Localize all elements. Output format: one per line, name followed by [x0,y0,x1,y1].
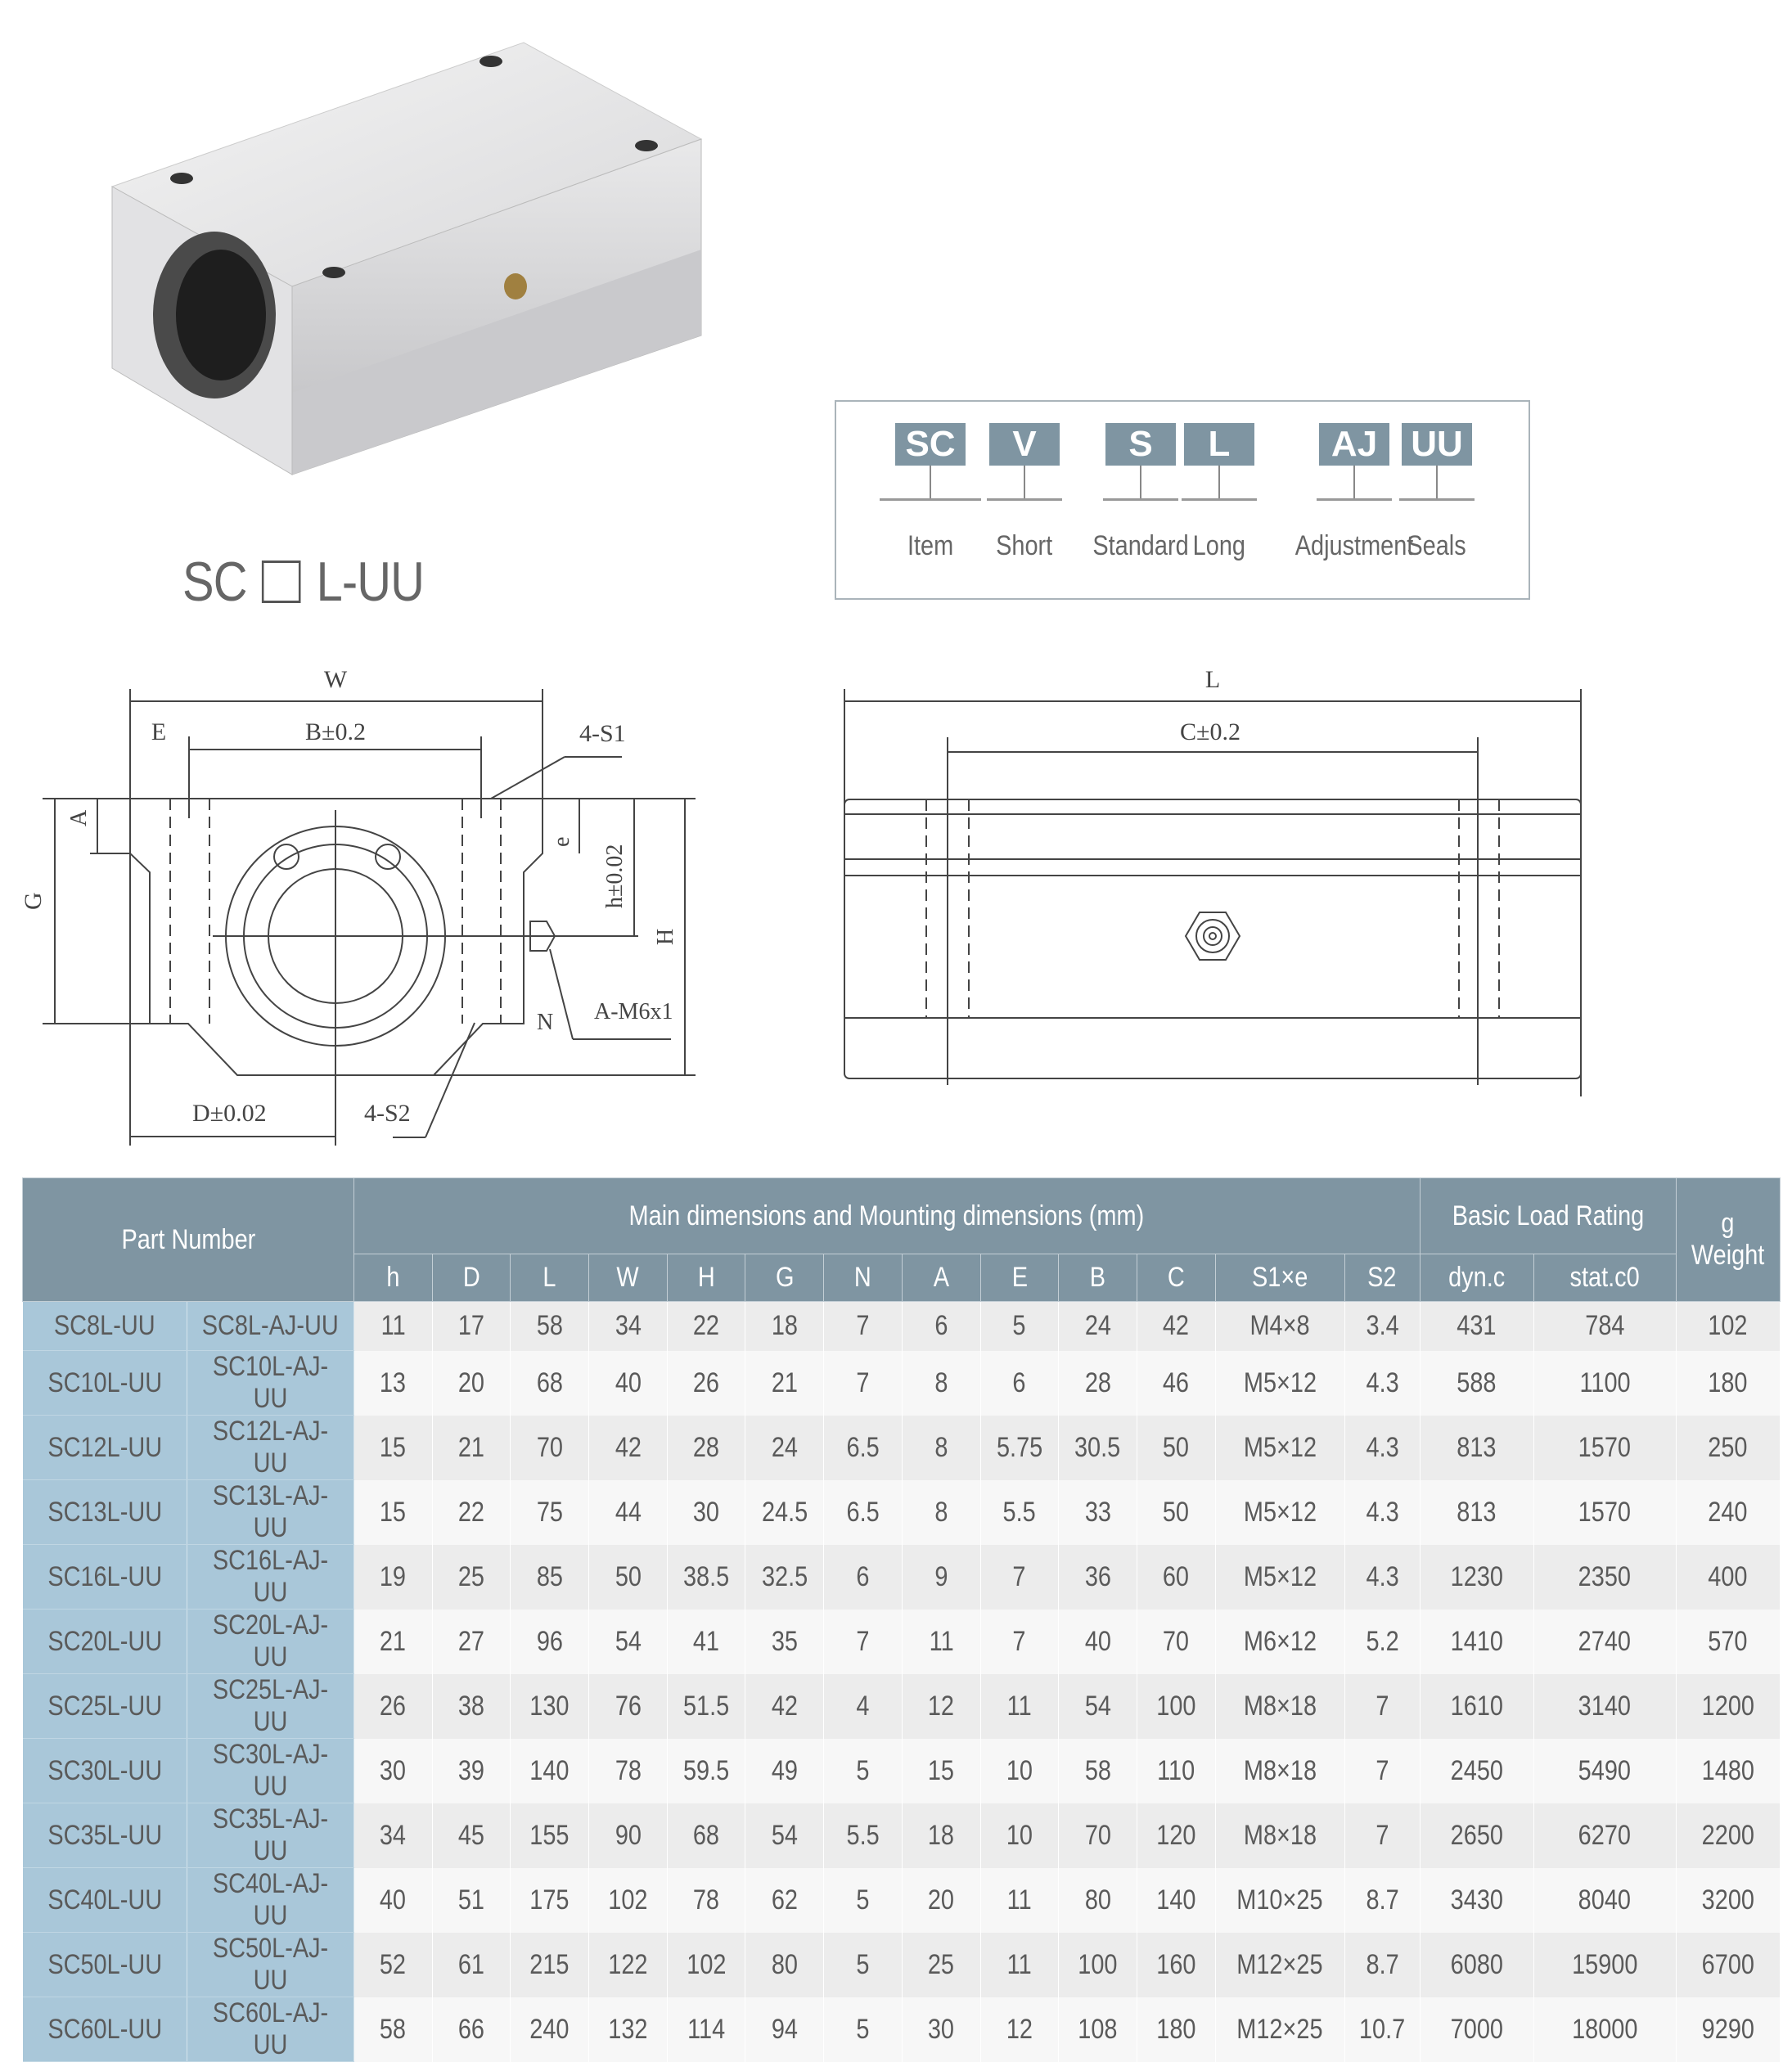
value-cell: 12 [980,1997,1059,2062]
part-number-cell: SC60L-UU [23,1997,187,2062]
value-cell: 70 [1059,1803,1137,1868]
part-number-cell: SC35L-AJ-UU [187,1803,354,1868]
value-cell: 100 [1137,1674,1215,1739]
value-cell: 54 [589,1610,668,1674]
code-label: Long [1192,530,1246,561]
label-A: A [66,809,92,826]
column-header: D [432,1254,511,1302]
code-badge: UU [1402,423,1472,466]
value-cell: 21 [745,1351,824,1416]
value-cell: 45 [432,1803,511,1868]
value-cell: 15 [354,1480,433,1545]
value-cell: 4.3 [1344,1480,1420,1545]
value-cell: 68 [667,1803,745,1868]
column-header: H [667,1254,745,1302]
value-cell: 6 [980,1351,1059,1416]
value-cell: 7 [824,1610,903,1674]
value-cell: 813 [1420,1480,1533,1545]
value-cell: 1200 [1676,1674,1780,1739]
code-legend [835,400,1530,600]
value-cell: 114 [667,1997,745,2062]
value-cell: 49 [745,1739,824,1803]
value-cell: 1410 [1420,1610,1533,1674]
value-cell: 6 [824,1545,903,1610]
value-cell: 24.5 [745,1480,824,1545]
value-cell: 5.5 [824,1803,903,1868]
code-item [1399,423,1475,562]
value-cell: 240 [511,1997,589,2062]
value-cell: 5.2 [1344,1610,1420,1674]
code-item [987,423,1062,562]
value-cell: 10 [980,1739,1059,1803]
value-cell: 6080 [1420,1933,1533,1997]
value-cell: 58 [354,1997,433,2062]
value-cell: 22 [432,1480,511,1545]
value-cell: 1480 [1676,1739,1780,1803]
code-label: Item [907,530,954,561]
technical-drawings [0,638,1792,1178]
column-header: C [1137,1254,1215,1302]
value-cell: 66 [432,1997,511,2062]
value-cell: 5490 [1533,1739,1676,1803]
value-cell: 42 [745,1674,824,1739]
label-h: h±0.02 [602,844,628,908]
value-cell: 15 [902,1739,980,1803]
value-cell: 4.3 [1344,1545,1420,1610]
value-cell: 3140 [1533,1674,1676,1739]
value-cell: M12×25 [1215,1997,1344,2062]
value-cell: 140 [511,1739,589,1803]
value-cell: 62 [745,1868,824,1933]
part-number-cell: SC20L-UU [23,1610,187,1674]
weight-header: g Weight [1676,1178,1780,1302]
value-cell: 5 [824,1933,903,1997]
value-cell: 102 [1676,1302,1780,1351]
value-cell: 26 [667,1351,745,1416]
part-number-cell: SC50L-UU [23,1933,187,1997]
value-cell: 30 [667,1480,745,1545]
part-number-cell: SC50L-AJ-UU [187,1933,354,1997]
code-item [1084,423,1197,562]
code-label: Standard [1092,530,1189,561]
value-cell: 400 [1676,1545,1780,1610]
value-cell: 70 [511,1416,589,1480]
value-cell: 7 [980,1545,1059,1610]
value-cell: M6×12 [1215,1610,1344,1674]
value-cell: 7 [824,1351,903,1416]
value-cell: 7 [1344,1674,1420,1739]
value-cell: 76 [589,1674,668,1739]
value-cell: 1100 [1533,1351,1676,1416]
value-cell: 39 [432,1739,511,1803]
value-cell: 13 [354,1351,433,1416]
value-cell: 2650 [1420,1803,1533,1868]
value-cell: 90 [589,1803,668,1868]
value-cell: 21 [354,1610,433,1674]
value-cell: 35 [745,1610,824,1674]
table-row [23,1416,1781,1480]
value-cell: 34 [354,1803,433,1868]
part-number-cell: SC35L-UU [23,1803,187,1868]
value-cell: 78 [589,1739,668,1803]
value-cell: 59.5 [667,1739,745,1803]
value-cell: 54 [1059,1674,1137,1739]
value-cell: 130 [511,1674,589,1739]
value-cell: 1570 [1533,1480,1676,1545]
value-cell: 250 [1676,1416,1780,1480]
column-header: W [589,1254,668,1302]
value-cell: 8 [902,1351,980,1416]
value-cell: 25 [902,1933,980,1997]
value-cell: 52 [354,1933,433,1997]
model-prefix: SC [182,551,247,613]
value-cell: 8.7 [1344,1868,1420,1933]
code-label: Short [996,530,1053,561]
column-header: dyn.c [1420,1254,1533,1302]
part-number-cell: SC8L-AJ-UU [187,1302,354,1351]
load-rating-header: Basic Load Rating [1420,1178,1676,1254]
value-cell: 25 [432,1545,511,1610]
table-row [23,1351,1781,1416]
value-cell: 5 [824,1997,903,2062]
value-cell: 10.7 [1344,1997,1420,2062]
part-number-cell: SC10L-UU [23,1351,187,1416]
label-W: W [323,666,348,693]
value-cell: 8 [902,1480,980,1545]
table-row [23,1933,1781,1997]
value-cell: M5×12 [1215,1480,1344,1545]
value-cell: 11 [980,1674,1059,1739]
part-number-cell: SC10L-AJ-UU [187,1351,354,1416]
column-header: G [745,1254,824,1302]
value-cell: 180 [1137,1997,1215,2062]
value-cell: 2740 [1533,1610,1676,1674]
product-image [0,0,736,491]
value-cell: 588 [1420,1351,1533,1416]
label-4-S2: 4-S2 [364,1100,411,1127]
value-cell: 6 [902,1302,980,1351]
value-cell: 50 [1137,1416,1215,1480]
value-cell: 17 [432,1302,511,1351]
part-number-cell: SC16L-UU [23,1545,187,1610]
value-cell: 15900 [1533,1933,1676,1997]
value-cell: 7000 [1420,1997,1533,2062]
end-view-drawing [20,666,696,1146]
value-cell: 19 [354,1545,433,1610]
value-cell: 8040 [1533,1868,1676,1933]
value-cell: 160 [1137,1933,1215,1997]
value-cell: 431 [1420,1302,1533,1351]
value-cell: 33 [1059,1480,1137,1545]
value-cell: 41 [667,1610,745,1674]
value-cell: 18 [745,1302,824,1351]
value-cell: 1230 [1420,1545,1533,1610]
value-cell: 58 [511,1302,589,1351]
code-badge: L [1184,423,1254,466]
value-cell: 40 [354,1868,433,1933]
value-cell: M8×18 [1215,1803,1344,1868]
table-row [23,1545,1781,1610]
label-4-S1: 4-S1 [579,720,626,747]
value-cell: 8.7 [1344,1933,1420,1997]
code-badge: S [1105,423,1176,466]
value-cell: 7 [980,1610,1059,1674]
value-cell: 44 [589,1480,668,1545]
value-cell: 784 [1533,1302,1676,1351]
column-header: A [902,1254,980,1302]
value-cell: 110 [1137,1739,1215,1803]
code-badge: V [989,423,1060,466]
code-label: Seals [1407,530,1467,561]
model-suffix: L-UU [316,551,425,613]
part-number-cell: SC20L-AJ-UU [187,1610,354,1674]
part-number-cell: SC40L-UU [23,1868,187,1933]
value-cell: 20 [432,1351,511,1416]
side-view-drawing [844,666,1581,1096]
part-number-cell: SC12L-AJ-UU [187,1416,354,1480]
value-cell: 96 [511,1610,589,1674]
value-cell: 18 [902,1803,980,1868]
value-cell: 1570 [1533,1416,1676,1480]
value-cell: 5 [824,1868,903,1933]
value-cell: 3200 [1676,1868,1780,1933]
part-number-cell: SC30L-UU [23,1739,187,1803]
table-row [23,1997,1781,2062]
column-header: S2 [1344,1254,1420,1302]
value-cell: 80 [745,1933,824,1997]
part-number-cell: SC12L-UU [23,1416,187,1480]
part-number-cell: SC8L-UU [23,1302,187,1351]
value-cell: 6.5 [824,1480,903,1545]
label-D: D±0.02 [192,1100,267,1127]
value-cell: 4 [824,1674,903,1739]
table-row [23,1674,1781,1739]
value-cell: M5×12 [1215,1545,1344,1610]
value-cell: 180 [1676,1351,1780,1416]
value-cell: 21 [432,1416,511,1480]
value-cell: 22 [667,1302,745,1351]
value-cell: 1610 [1420,1674,1533,1739]
value-cell: 75 [511,1480,589,1545]
value-cell: 140 [1137,1868,1215,1933]
label-N: N [537,1010,554,1035]
column-header: L [511,1254,589,1302]
value-cell: 70 [1137,1610,1215,1674]
value-cell: M5×12 [1215,1351,1344,1416]
value-cell: 30 [902,1997,980,2062]
value-cell: 175 [511,1868,589,1933]
column-header: S1×e [1215,1254,1344,1302]
label-e: e [549,836,574,847]
value-cell: 38 [432,1674,511,1739]
value-cell: 94 [745,1997,824,2062]
value-cell: 42 [589,1416,668,1480]
value-cell: 9290 [1676,1997,1780,2062]
value-cell: 2200 [1676,1803,1780,1868]
value-cell: 40 [1059,1610,1137,1674]
value-cell: 27 [432,1610,511,1674]
value-cell: 7 [1344,1803,1420,1868]
value-cell: 18000 [1533,1997,1676,2062]
value-cell: 155 [511,1803,589,1868]
part-number-cell: SC25L-AJ-UU [187,1674,354,1739]
value-cell: 68 [511,1351,589,1416]
value-cell: M12×25 [1215,1933,1344,1997]
value-cell: 5.75 [980,1416,1059,1480]
placeholder-box [262,561,301,603]
part-number-cell: SC60L-AJ-UU [187,1997,354,2062]
value-cell: 60 [1137,1545,1215,1610]
part-number-cell: SC16L-AJ-UU [187,1545,354,1610]
code-label: Adjustment [1294,530,1414,561]
value-cell: 15 [354,1416,433,1480]
label-B: B±0.2 [305,718,366,745]
main-dimensions-header: Main dimensions and Mounting dimensions (mm) [354,1178,1421,1254]
part-number-cell: SC30L-AJ-UU [187,1739,354,1803]
value-cell: 120 [1137,1803,1215,1868]
value-cell: 11 [354,1302,433,1351]
value-cell: 5.5 [980,1480,1059,1545]
table-row [23,1480,1781,1545]
value-cell: 7 [824,1302,903,1351]
value-cell: 102 [589,1868,668,1933]
value-cell: 32.5 [745,1545,824,1610]
value-cell: 51.5 [667,1674,745,1739]
value-cell: 11 [902,1610,980,1674]
table-row [23,1302,1781,1351]
value-cell: 12 [902,1674,980,1739]
value-cell: 50 [589,1545,668,1610]
value-cell: 28 [667,1416,745,1480]
value-cell: M10×25 [1215,1868,1344,1933]
label-L: L [1204,666,1221,693]
column-header: N [824,1254,903,1302]
value-cell: 80 [1059,1868,1137,1933]
value-cell: 34 [589,1302,668,1351]
value-cell: 36 [1059,1545,1137,1610]
table-row [23,1868,1781,1933]
value-cell: 7 [1344,1739,1420,1803]
value-cell: 4.3 [1344,1351,1420,1416]
value-cell: 78 [667,1868,745,1933]
column-header: h [354,1254,433,1302]
value-cell: 8 [902,1416,980,1480]
table-row [23,1803,1781,1868]
code-badge: AJ [1319,423,1389,466]
value-cell: 100 [1059,1933,1137,1997]
column-header: E [980,1254,1059,1302]
value-cell: 11 [980,1868,1059,1933]
value-cell: 122 [589,1933,668,1997]
value-cell: 51 [432,1868,511,1933]
value-cell: 2350 [1533,1545,1676,1610]
model-code [182,550,424,614]
value-cell: 108 [1059,1997,1137,2062]
value-cell: 240 [1676,1480,1780,1545]
value-cell: 570 [1676,1610,1780,1674]
value-cell: 9 [902,1545,980,1610]
value-cell: 2450 [1420,1739,1533,1803]
value-cell: 3.4 [1344,1302,1420,1351]
value-cell: 4.3 [1344,1416,1420,1480]
value-cell: 54 [745,1803,824,1868]
spec-table [22,1177,1781,2062]
label-E: E [151,718,167,745]
code-item [880,423,981,562]
value-cell: 6.5 [824,1416,903,1480]
table-row [23,1610,1781,1674]
label-G: G [20,892,47,910]
value-cell: 30 [354,1739,433,1803]
value-cell: 85 [511,1545,589,1610]
part-number-header: Part Number [23,1178,354,1302]
value-cell: 5 [824,1739,903,1803]
label-A-M6x1: A-M6x1 [594,999,673,1024]
value-cell: 26 [354,1674,433,1739]
value-cell: 6700 [1676,1933,1780,1997]
value-cell: 24 [745,1416,824,1480]
value-cell: 50 [1137,1480,1215,1545]
value-cell: 11 [980,1933,1059,1997]
label-C: C±0.2 [1180,718,1240,745]
value-cell: M5×12 [1215,1416,1344,1480]
value-cell: 132 [589,1997,668,2062]
value-cell: 46 [1137,1351,1215,1416]
value-cell: 24 [1059,1302,1137,1351]
value-cell: 20 [902,1868,980,1933]
column-header: B [1059,1254,1137,1302]
code-item [1182,423,1257,562]
value-cell: 61 [432,1933,511,1997]
value-cell: 28 [1059,1351,1137,1416]
value-cell: 42 [1137,1302,1215,1351]
value-cell: 38.5 [667,1545,745,1610]
table-row [23,1739,1781,1803]
value-cell: 30.5 [1059,1416,1137,1480]
value-cell: 3430 [1420,1868,1533,1933]
value-cell: 10 [980,1803,1059,1868]
value-cell: 102 [667,1933,745,1997]
part-number-cell: SC40L-AJ-UU [187,1868,354,1933]
value-cell: M4×8 [1215,1302,1344,1351]
label-H: H [653,928,678,945]
value-cell: M8×18 [1215,1739,1344,1803]
value-cell: 6270 [1533,1803,1676,1868]
part-number-cell: SC13L-UU [23,1480,187,1545]
value-cell: 215 [511,1933,589,1997]
value-cell: 58 [1059,1739,1137,1803]
column-header: stat.c0 [1533,1254,1676,1302]
part-number-cell: SC13L-AJ-UU [187,1480,354,1545]
code-badge: SC [895,423,966,466]
value-cell: 40 [589,1351,668,1416]
value-cell: M8×18 [1215,1674,1344,1739]
value-cell: 813 [1420,1416,1533,1480]
part-number-cell: SC25L-UU [23,1674,187,1739]
value-cell: 5 [980,1302,1059,1351]
